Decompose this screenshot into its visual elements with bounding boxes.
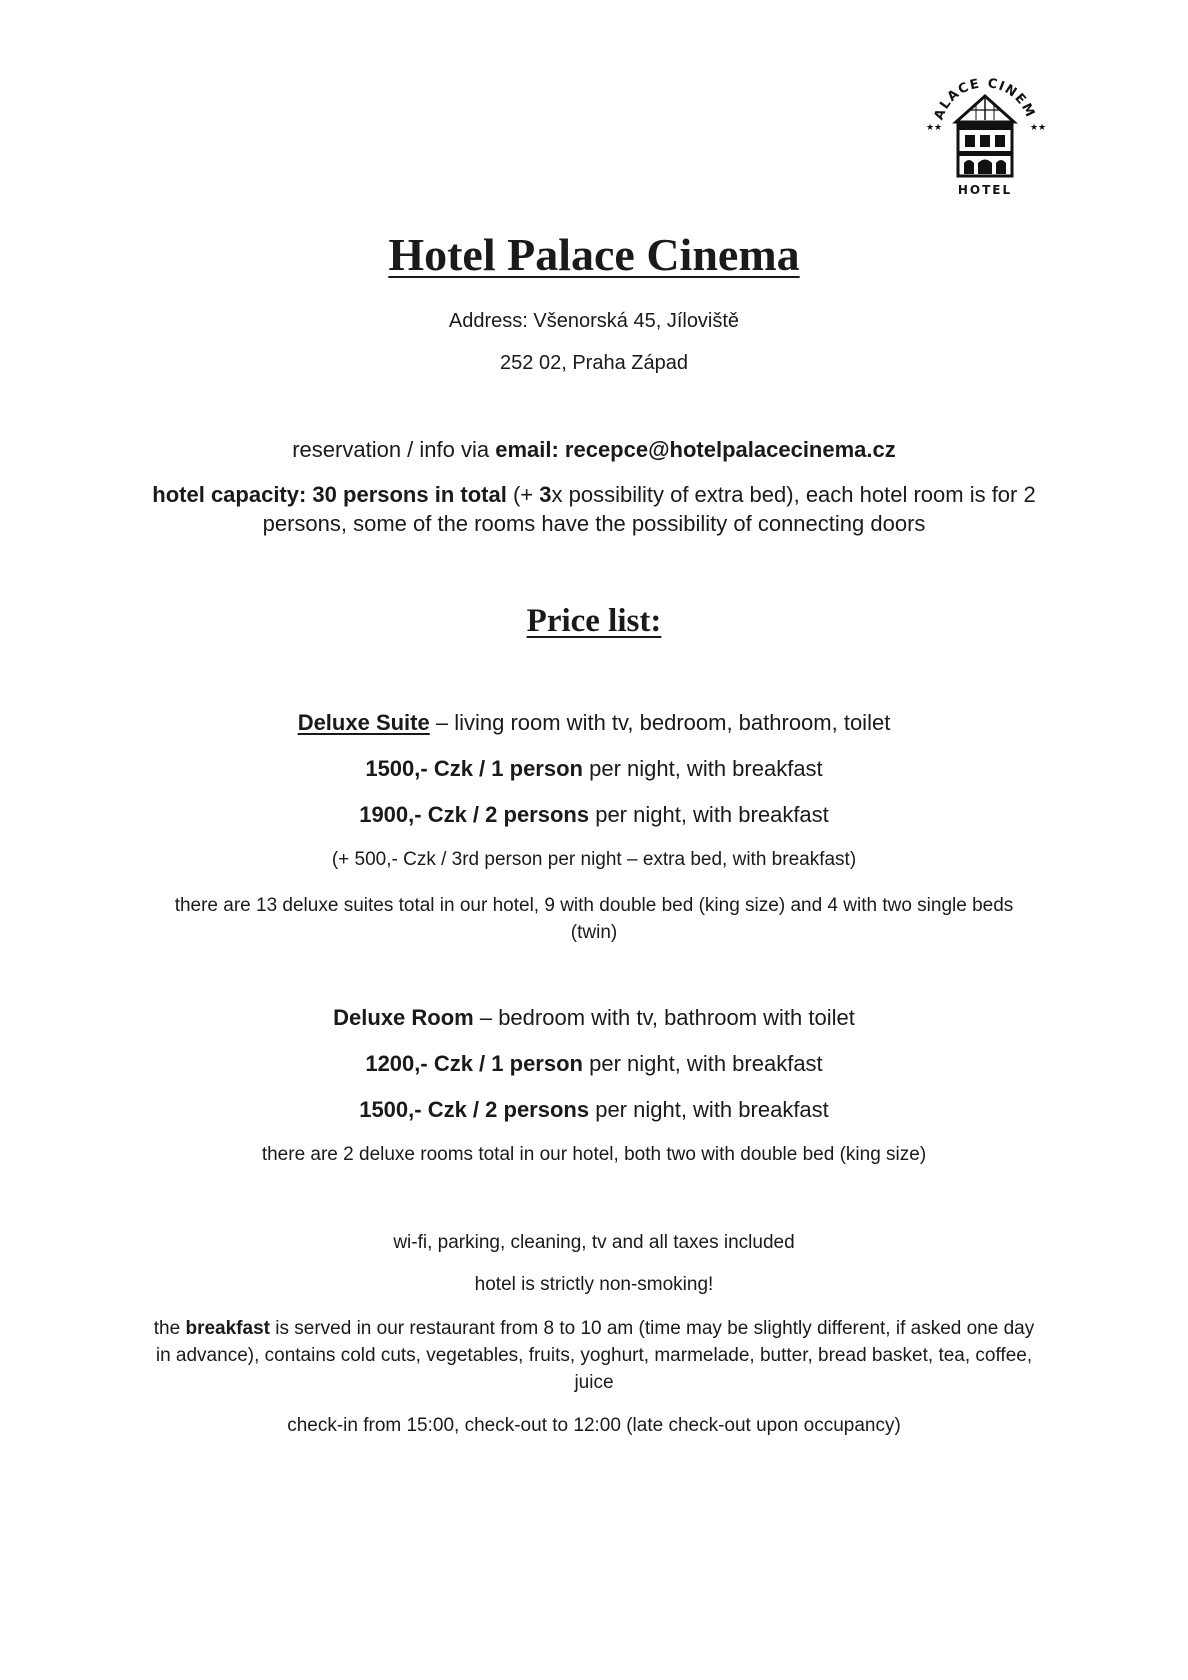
- page-title: Hotel Palace Cinema: [388, 229, 800, 280]
- svg-text:★: ★: [1038, 123, 1047, 133]
- hotel-logo: [920, 60, 1050, 200]
- svg-text:★: ★: [934, 123, 943, 133]
- breakfast-paragraph: [150, 1315, 1038, 1396]
- deluxe-room-price-2-terms: per night, with breakfast: [589, 1097, 829, 1122]
- capacity-paragraph: [150, 480, 1038, 538]
- deluxe-room-price-1-amount: 1200,- Czk / 1 person: [365, 1051, 583, 1076]
- capacity-text-b: x possibility of extra bed), each hotel room is for 2 persons, some of the rooms have the possibility of connecting doors: [262, 482, 1036, 536]
- capacity-bold-3: 3: [539, 482, 552, 507]
- deluxe-room-price-2-amount: 1500,- Czk / 2 persons: [359, 1097, 590, 1122]
- deluxe-suite-price-2-amount: 1900,- Czk / 2 persons: [359, 802, 590, 827]
- svg-text:★: ★: [926, 123, 935, 133]
- reservation-line: [0, 437, 1188, 463]
- logo-bottom-text: HOTEL: [957, 183, 1013, 197]
- deluxe-suite-price-2: [0, 802, 1188, 828]
- deluxe-suite-price-1: [0, 756, 1188, 782]
- svg-text:PALACE CINEMA: [920, 60, 1038, 122]
- logo-arc-text: ALACE CINEM: [931, 76, 1038, 123]
- deluxe-room-price-1-terms: per night, with breakfast: [582, 1051, 823, 1076]
- breakfast-text: is served in our restaurant from 8 to 10 am (time may be slightly different, if asked one day in advance), contains cold cuts, vegetables, fruits, yoghurt, marmelade, butter, bread basket, tea, coffee, juice: [155, 1318, 1035, 1393]
- price-list-title: Price list:: [526, 603, 662, 639]
- deluxe-room-desc: – bedroom with tv, bathroom with toilet: [473, 1005, 855, 1030]
- deluxe-suite-price-1-amount: 1500,- Czk / 1 person: [365, 756, 583, 781]
- deluxe-suite-name: Deluxe Suite: [297, 710, 430, 735]
- deluxe-room-note: there are 2 deluxe rooms total in our hotel, both two with double bed (king size): [261, 1144, 927, 1165]
- capacity-bold: hotel capacity: 30 persons in total: [152, 482, 507, 507]
- deluxe-room-price-1: [0, 1051, 1188, 1077]
- reservation-email: email: recepce@hotelpalacecinema.cz: [495, 437, 896, 462]
- deluxe-suite-note: there are 13 deluxe suites total in our hotel, 9 with double bed (king size) and 4 with two single beds (twin): [174, 895, 1014, 943]
- capacity-text-a: (+: [506, 482, 540, 507]
- deluxe-suite-extra-bed: (+ 500,- Czk / 3rd person per night – extra bed, with breakfast): [331, 849, 857, 870]
- non-smoking-notice: hotel is strictly non-smoking!: [474, 1274, 714, 1295]
- deluxe-room-name: Deluxe Room: [333, 1005, 474, 1030]
- svg-text:★: ★: [1030, 123, 1039, 133]
- deluxe-room-price-2: [0, 1097, 1188, 1123]
- hotel-building-icon: [920, 60, 1050, 200]
- breakfast-bold: breakfast: [185, 1318, 270, 1339]
- address-line-1: Address: Všenorská 45, Jíloviště: [448, 310, 740, 332]
- reservation-prefix: reservation / info via: [292, 437, 496, 462]
- address-line-2: 252 02, Praha Západ: [500, 352, 688, 374]
- deluxe-room-heading: [0, 1005, 1188, 1031]
- deluxe-suite-desc: – living room with tv, bedroom, bathroom, toilet: [429, 710, 891, 735]
- checkin-info: check-in from 15:00, check-out to 12:00 (late check-out upon occupancy): [287, 1415, 901, 1436]
- deluxe-suite-price-2-terms: per night, with breakfast: [589, 802, 829, 827]
- breakfast-prefix: the: [153, 1318, 186, 1339]
- included-services: wi-fi, parking, cleaning, tv and all taxes included: [393, 1232, 795, 1253]
- deluxe-suite-heading: [0, 710, 1188, 736]
- deluxe-suite-price-1-terms: per night, with breakfast: [582, 756, 823, 781]
